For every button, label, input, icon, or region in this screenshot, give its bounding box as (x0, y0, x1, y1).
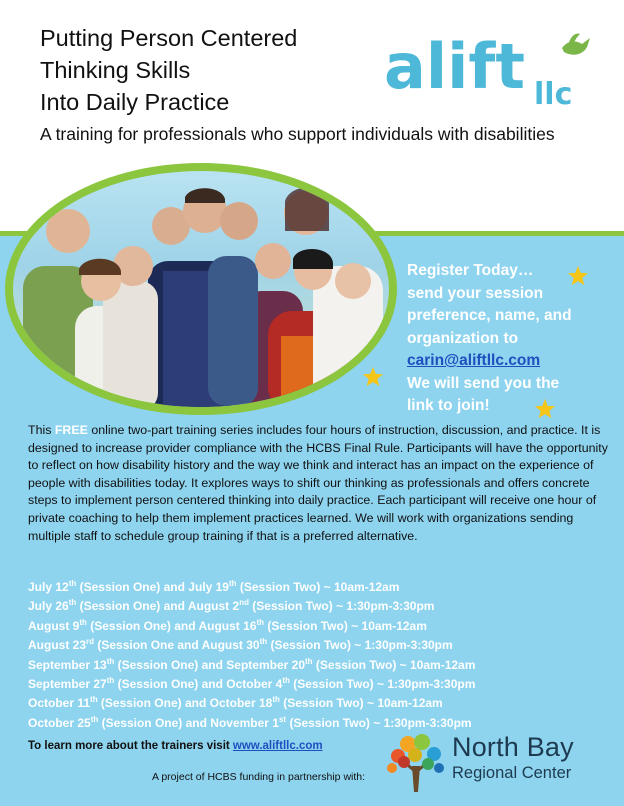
register-line-6: We will send you the (407, 374, 560, 392)
description-intro: This (28, 423, 55, 437)
flyer-subtitle: A training for professionals who support individuals with disabilities (40, 124, 555, 144)
description-paragraph (28, 422, 612, 545)
register-line-3: preference, name, and (407, 307, 572, 324)
alift-logo (384, 30, 594, 110)
description-text: online two-part training series includes four hours of instruction, discussion, and practice. It is designed to increase provider compliance with the HCBS Final Rule. Participants will have the opportunity to reflect on how disability history and the way we think and interact has an impact on the experience of people with disabilities today. It explores ways to shift our thinking as professionals and offers concrete steps to implement person centered thinking into daily practice. Each participant will receive one hour of private coaching to help them implement practices learned. We will work with organizations sending multiple staff to schedule group training if that is a preferred alternative. (28, 423, 608, 543)
star-icon (362, 366, 384, 388)
register-line-7: link to join! (407, 397, 490, 414)
session-item: October 25th (Session One) and November 1st (Session Two) ~ 1:30pm-3:30pm (28, 714, 472, 730)
session-item: October 11th (Session One) and October 18th (Session Two) ~ 10am-12am (28, 695, 443, 711)
title-line-2: Thinking Skills (40, 57, 191, 83)
flyer-title (40, 22, 370, 118)
learn-more-line (28, 740, 323, 752)
session-item: September 13th (Session One) and September 20th (Session Two) ~ 10am-12am (28, 656, 476, 672)
logo-suffix-text: llc (534, 77, 573, 110)
session-item: August 9th (Session One) and August 16th (Session Two) ~ 10am-12am (28, 617, 427, 633)
group-photo-icon (13, 171, 389, 407)
register-line-2: send your session (407, 284, 544, 302)
bird-icon (562, 34, 590, 55)
star-icon (567, 265, 589, 287)
session-item: July 26th (Session One) and August 2nd (Session Two) ~ 1:30pm-3:30pm (28, 598, 435, 614)
group-photo (13, 171, 389, 407)
session-item: August 23rd (Session One and August 30th (Session Two) ~ 1:30pm-3:30pm (28, 637, 453, 653)
learn-more-text: To learn more about the trainers visit (28, 740, 233, 752)
website-link[interactable]: www.aliftllc.com (232, 740, 323, 752)
session-item: July 12th (Session One) and July 19th (Session Two) ~ 10am-12am (28, 579, 400, 594)
register-line-1: Register Today… (407, 262, 534, 279)
register-line-4: organization to (407, 329, 519, 347)
project-credit: A project of HCBS funding in partnership with: (152, 771, 366, 783)
register-email-link[interactable]: carin@aliftllc.com (407, 352, 541, 369)
free-highlight: FREE (54, 423, 88, 437)
session-item: September 27th (Session One) and October 4th (Session Two) ~ 1:30pm-3:30pm (28, 676, 476, 692)
logo-main-text: alift (384, 30, 525, 103)
title-line-1: Putting Person Centered (40, 25, 298, 51)
title-line-3: Into Daily Practice (40, 89, 230, 115)
session-list (28, 578, 618, 733)
star-icon (534, 398, 556, 420)
partner-subtitle: Regional Center (452, 764, 572, 782)
north-bay-tree-icon (384, 728, 446, 794)
partner-name: North Bay (452, 732, 574, 762)
